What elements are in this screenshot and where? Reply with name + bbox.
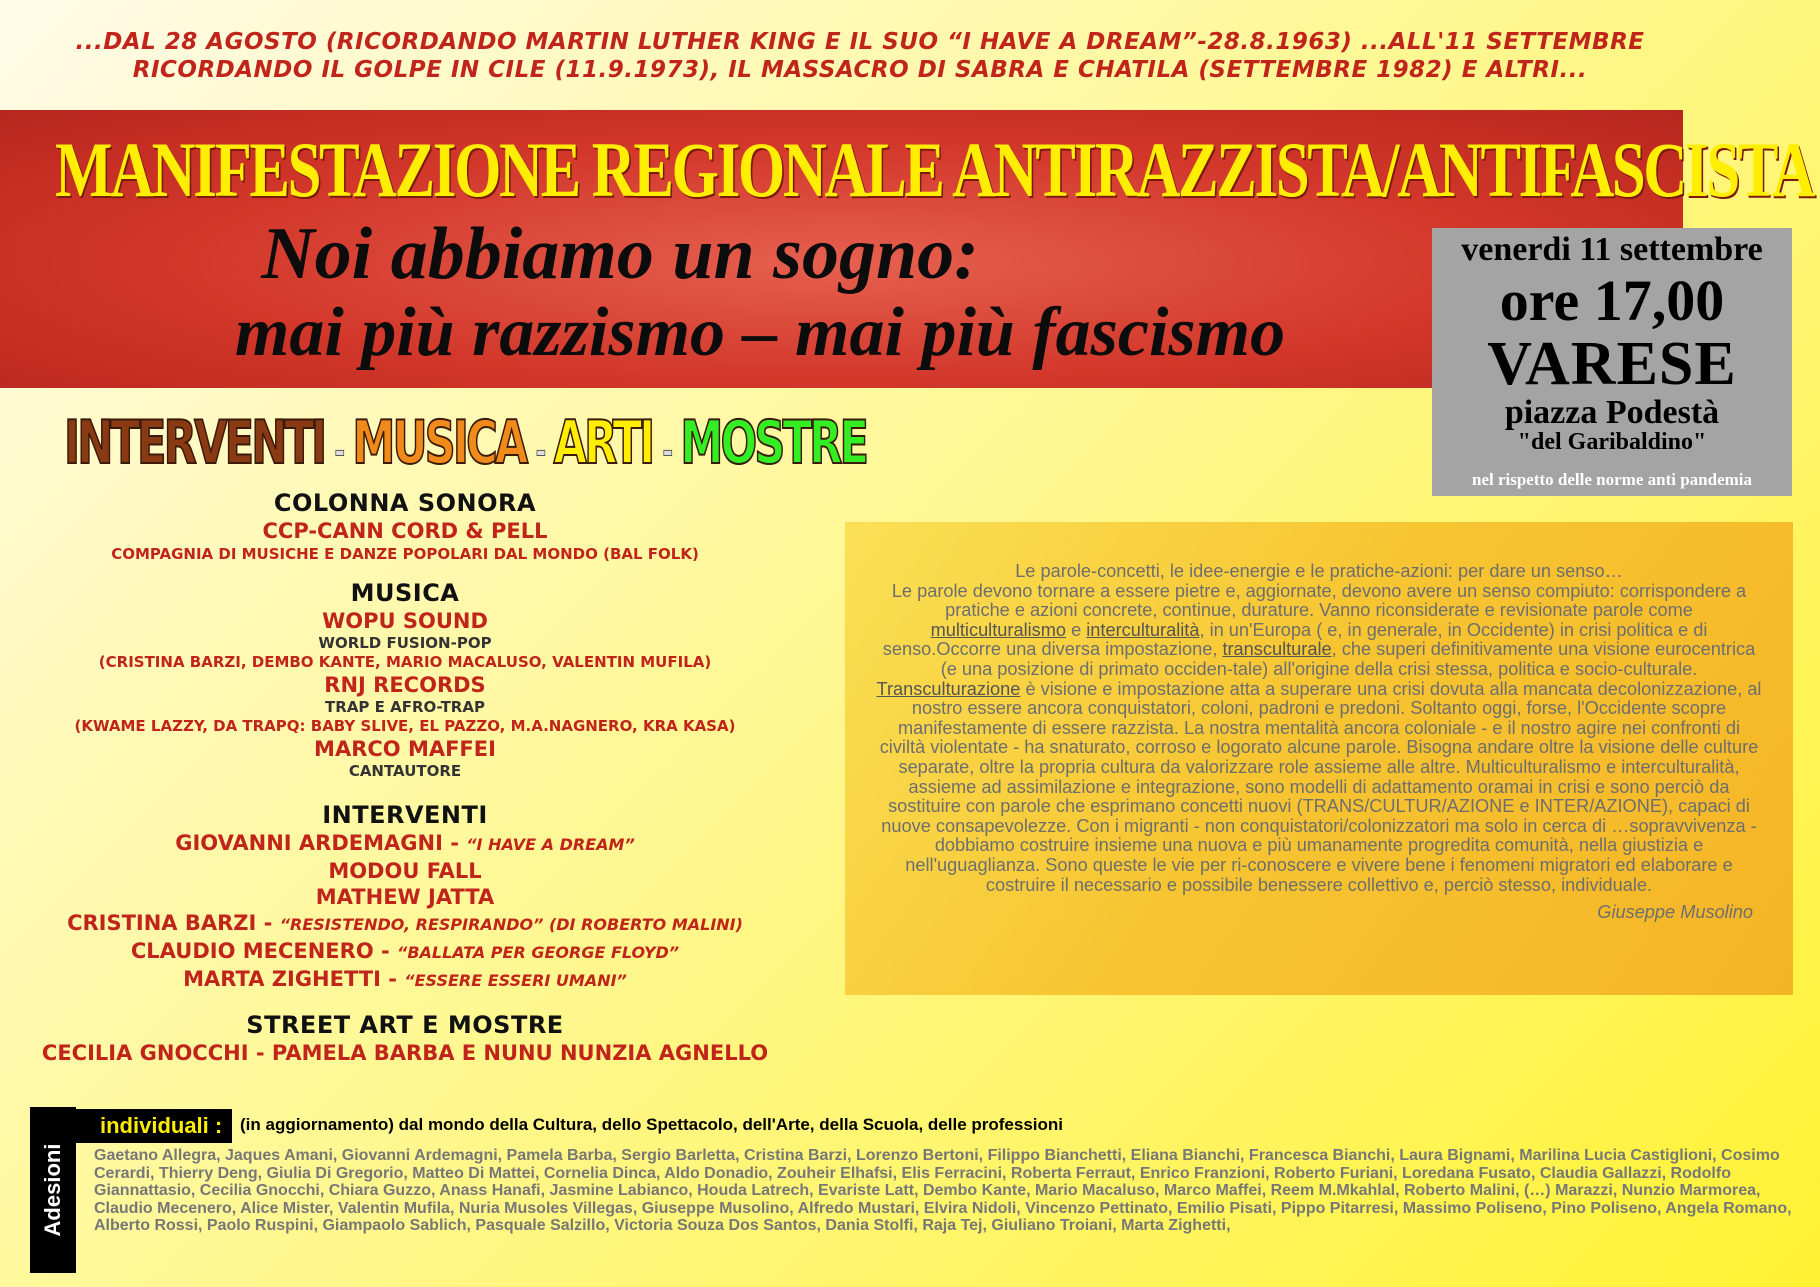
event-info-box: [1432, 228, 1792, 496]
event-place: piazza Podestà: [1504, 394, 1720, 431]
top-note-line2: RICORDANDO IL GOLPE IN CILE (11.9.1973), IL MASSACRO DI SABRA E CHATILA (SETTEMBRE 1982) E ALTRI...: [132, 57, 1588, 83]
program: [10, 488, 800, 1066]
adhesions: [30, 1105, 1790, 1275]
performer-name: CCP-CANN CORD & PELL: [262, 519, 548, 543]
event-place-note: "del Garibaldino": [1517, 429, 1707, 455]
adhesions-intro: (in aggiornamento) dal mondo della Cultura, dello Spettacolo, dell'Arte, della Scuola, delle professioni: [240, 1115, 1063, 1134]
motto-line1: Noi abbiamo un sogno:: [261, 213, 979, 295]
category-arti: ARTI: [553, 408, 653, 478]
speaker-title: “RESISTENDO, RESPIRANDO” (DI ROBERTO MALINI): [279, 915, 743, 934]
event-safety-note: nel rispetto delle norme anti pandemia: [1471, 470, 1752, 489]
category-separator: -: [334, 431, 343, 472]
performer-genre: TRAP E AFRO-TRAP: [325, 698, 485, 716]
category-mostre: MOSTRE: [680, 408, 867, 478]
category-separator: -: [535, 431, 544, 472]
motto: [60, 215, 1460, 373]
keyword-transculturale: transculturale: [1222, 639, 1332, 660]
speaker-item: [10, 858, 800, 884]
event-date: venerdi 11 settembre: [1461, 231, 1763, 268]
section-heading: MUSICA: [350, 579, 460, 607]
performer-role: CANTAUTORE: [348, 762, 462, 780]
keyword-multiculturalismo: multiculturalismo: [930, 619, 1067, 640]
keyword-interculturalita: interculturalità: [1086, 619, 1200, 640]
essay-signature: Giuseppe Musolino: [1597, 902, 1753, 923]
category-musica: MUSICA: [352, 408, 526, 478]
event-time: ore 17,00: [1499, 268, 1725, 333]
section-heading: STREET ART E MOSTRE: [246, 1011, 564, 1039]
section-heading: COLONNA SONORA: [273, 489, 537, 517]
performer-description: COMPAGNIA DI MUSICHE E DANZE POPOLARI DAL MONDO (BAL FOLK): [111, 545, 699, 563]
top-note-line1: ...DAL 28 AGOSTO (RICORDANDO MARTIN LUTHER KING E IL SUO “I HAVE A DREAM”-28.8.1963) ...ALL'11 SETTEMBRE: [75, 29, 1645, 55]
category-separator: -: [662, 431, 671, 472]
speaker-title: “BALLATA PER GEORGE FLOYD”: [397, 943, 680, 962]
top-note: [10, 28, 1710, 84]
essay-box: [845, 522, 1793, 995]
adhesions-names: Gaetano Allegra, Jaques Amani, Giovanni Ardemagni, Pamela Barba, Sergio Barletta, Cristina Barzi, Lorenzo Bertoni, Filippo Bianchetti, Eliana Bianchi, Francesca Bianchi, Laura Bignami, Marilina Lucia Castiglioni, Cosimo Cerardi, Thierry Deng, Giulia Di Gregorio, Matteo Di Mattei, Cornelia Dinca, Aldo Donadio, Zouheir Elhafsi, Elis Ferracini, Roberta Ferraut, Enrico Franzioni, Roberto Furiani, Loredana Fusato, Claudia Gallazzi, Rodolfo Giannattasio, Cecilia Gnocchi, Chiara Guzzo, Anass Hanafi, Jasmine Labianco, Houda Latrech, Evariste Latt, Dembo Kante, Mario Macaluso, Marco Maffei, Reem M.Mkahlal, Roberto Malini, (…) Marazzi, Nunzio Marmorea, Claudio Mecenero, Alice Mister, Valentin Mufila, Nuria Musoles Villegas, Giuseppe Musolino, Alfredo Mustari, Elvira Nidoli, Vincenzo Pettinato, Emilio Pisati, Pippo Pitarresi, Massimo Poliseno, Pino Poliseno, Angela Romano, Alberto Rossi, Paolo Ruspini, Giampaolo Sablich, Pasquale Salzillo, Victoria Souza Dos Santos, Dania Stolfi, Raja Tej, Giuliano Troiani, Marta Zighetti,: [94, 1147, 1792, 1234]
speaker-name: CRISTINA BARZI -: [67, 911, 273, 935]
performer-name: RNJ RECORDS: [324, 673, 486, 697]
speaker-name: MARTA ZIGHETTI -: [183, 967, 397, 991]
category-headline: [64, 410, 866, 485]
speaker-name: MODOU FALL: [328, 859, 482, 883]
performer-members: (CRISTINA BARZI, DEMBO KANTE, MARIO MACALUSO, VALENTIN MUFILA): [98, 653, 712, 671]
speaker-title: “I HAVE A DREAM”: [466, 835, 635, 854]
adhesions-side-label: Adesioni: [30, 1107, 76, 1273]
artist-names: CECILIA GNOCCHI - PAMELA BARBA E NUNU NUNZIA AGNELLO: [41, 1041, 769, 1065]
speaker-item: [10, 884, 800, 910]
performer-members: (KWAME LAZZY, DA TRAPQ: BABY SLIVE, EL PAZZO, M.A.NAGNERO, KRA KASA): [74, 717, 736, 735]
section-heading: INTERVENTI: [322, 801, 488, 829]
performer-name: WOPU SOUND: [322, 609, 488, 633]
performer-name: MARCO MAFFEI: [314, 737, 496, 761]
speaker-name: GIOVANNI ARDEMAGNI -: [175, 831, 459, 855]
keyword-transculturazione: Transculturazione: [876, 678, 1021, 699]
essay-intro: Le parole-concetti, le idee-energie e le pratiche-azioni: per dare un senso…: [1015, 561, 1623, 581]
speaker-item: [10, 910, 800, 938]
speaker-item: [10, 830, 800, 858]
essay-body: Le parole devono tornare a essere pietre e, aggiornate, devono avere un senso compiuto: corrispondere a pratiche e azioni concrete, continue, durature. Vanno riconsiderate e revisionate parole come multiculturalismo e interculturalità, in un'Europa ( e, in generale, in Occidente) in crisi politica e di senso.Occorre una diversa impostazione, transculturale, che superi definitivamente una visione eurocentrica (e una posizione di primato occiden-tale) all'origine della crisi stessa, politica e socio-culturale. Transculturazione è visione e impostazione atta a superare una crisi dovuta alla mancata decolonizzazione, al nostro essere ancora conquistatori, coloni, padroni e predoni. Soltanto oggi, forse, l'Occidente scopre manifestamente di essere razzista. La nostra mentalità ancora coloniale - e il nostro agire nei confronti di civiltà violentate - ha snaturato, corroso e logorato alcune parole. Bisogna andare oltre la visione delle culture separate, oltre la propria cultura da valorizzare role assieme alle altre. Multiculturalismo e interculturalità, assieme ad assimilazione e integrazione, sono modelli di adattamento oramai in crisi e sono perciò da sostituire con parole che esprimano concetti nuovi (TRANS/CULTUR/AZIONE e INTER/AZIONE), capaci di nuove consapevolezze. Con i migranti - non conquistatori/colonizzatori ma solo in cerca di …sopravvivenza - dobbiamo costruire insieme una nuova e più umanamente progredita comunità, nella giustizia e nell'uguaglianza. Sono queste le vie per ri-conoscere e vivere bene i fenomeni migratori ed elaborare e costruire il necessario e possibile benessere collettivo e, perciò stesso, individuale.: [876, 580, 1762, 895]
speaker-item: [10, 938, 800, 966]
motto-line2: mai più razzismo – mai più fascismo: [234, 294, 1286, 371]
speaker-title: “ESSERE ESSERI UMANI”: [404, 971, 627, 990]
event-city: VARESE: [1487, 330, 1737, 398]
performer-genre: WORLD FUSION-POP: [318, 634, 492, 652]
category-interventi: INTERVENTI: [64, 408, 325, 478]
adhesions-label: individuali :: [70, 1109, 232, 1143]
speaker-item: [10, 966, 800, 994]
speaker-name: CLAUDIO MECENERO -: [130, 939, 390, 963]
event-title: MANIFESTAZIONE REGIONALE ANTIRAZZISTA/ANTIFASCISTA: [55, 126, 1814, 213]
speaker-name: MATHEW JATTA: [315, 885, 495, 909]
